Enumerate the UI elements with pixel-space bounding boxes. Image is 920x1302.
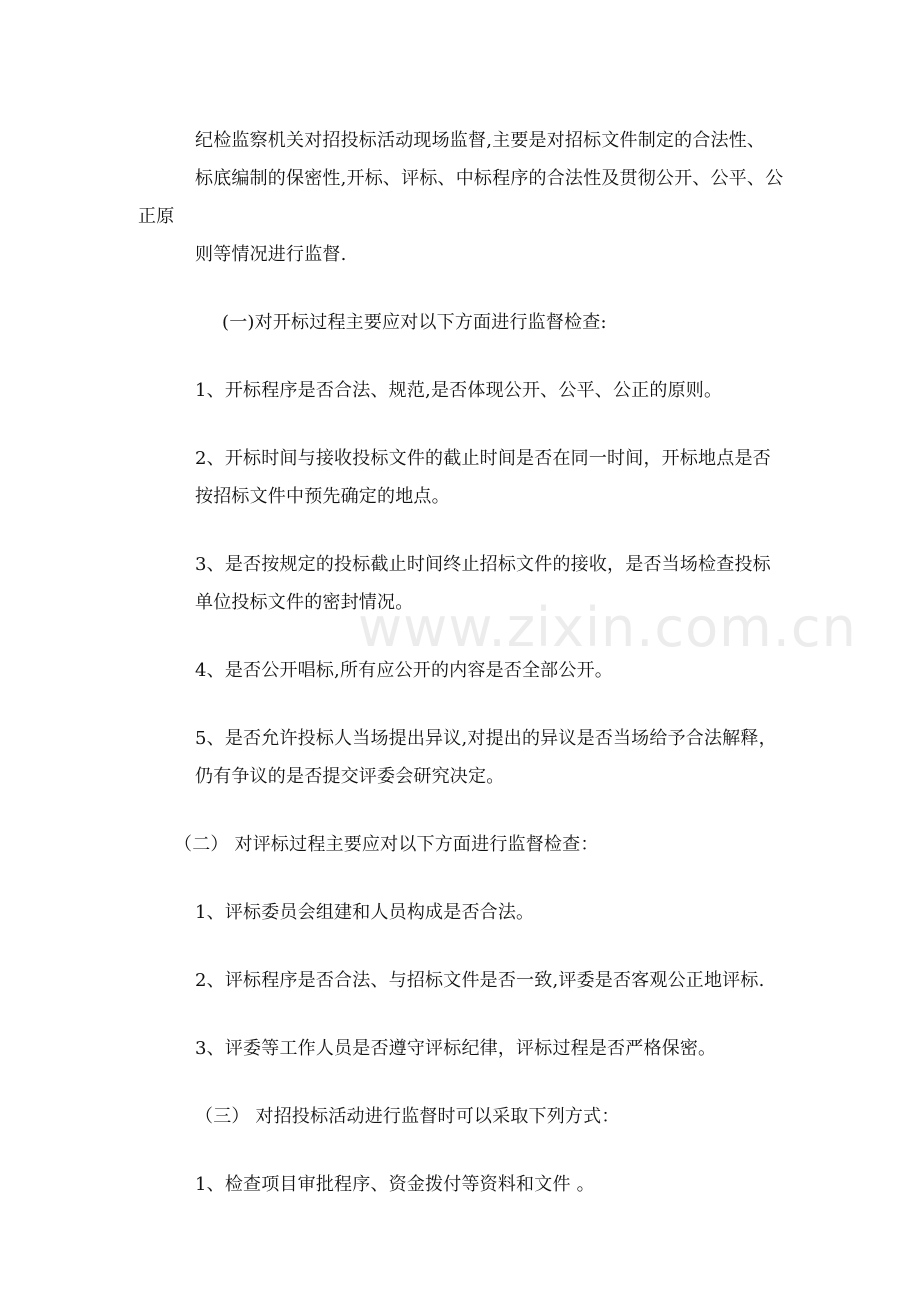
document-body (138, 122, 788, 1234)
list-item-line: 仍有争议的是否提交评委会研究决定。 (195, 766, 505, 787)
list-item-line: 单位投标文件的密封情况。 (195, 592, 414, 613)
paragraph-intro (138, 122, 788, 274)
list-item (138, 1166, 788, 1204)
list-item (138, 720, 788, 796)
list-item-text: 1、评标委员会组建和人员构成是否合法。 (195, 902, 535, 923)
paragraph-line: 则等情况进行监督. (195, 244, 347, 265)
list-item-text: 3、评委等工作人员是否遵守评标纪律，评标过程是否严格保密。 (195, 1038, 717, 1059)
list-item-text: 1、开标程序是否合法、规范,是否体现公开、公平、公正的原则。 (195, 380, 723, 401)
section-heading-text: (一)对开标过程主要应对以下方面进行监督检查: (222, 312, 607, 333)
section-heading-text: （二） 对评标过程主要应对以下方面进行监督检查： (174, 834, 599, 855)
list-item (138, 440, 788, 516)
list-item (138, 962, 788, 1000)
list-item-text: 1、检查项目审批程序、资金拨付等资料和文件 。 (195, 1174, 595, 1195)
list-item (138, 1030, 788, 1068)
list-item (138, 652, 788, 690)
list-item (138, 894, 788, 932)
section-heading-2 (138, 826, 788, 864)
list-item (138, 546, 788, 622)
list-item-line: 5、是否允许投标人当场提出异议,对提出的异议是否当场给予合法解释， (195, 728, 777, 749)
watermark: www.zixin.com.cn (358, 596, 857, 659)
paragraph-line: 标底编制的保密性,开标、评标、中标程序的合法性及贯彻公开、公平、公正原 (138, 168, 784, 227)
list-item-line: 按招标文件中预先确定的地点。 (195, 486, 450, 507)
list-item-line: 2、开标时间与接收投标文件的截止时间是否在同一时间，开标地点是否 (195, 448, 771, 469)
section-heading-1 (138, 304, 788, 342)
list-item-text: 2、评标程序是否合法、与招标文件是否一致,评委是否客观公正地评标. (195, 970, 765, 991)
list-item-text: 4、是否公开唱标,所有应公开的内容是否全部公开。 (195, 660, 613, 681)
paragraph-line: 纪检监察机关对招投标活动现场监督,主要是对招标文件制定的合法性、 (195, 130, 766, 151)
section-heading-3 (138, 1098, 788, 1136)
section-heading-text: （三） 对招投标活动进行监督时可以采取下列方式： (195, 1106, 620, 1127)
list-item-line: 3、是否按规定的投标截止时间终止招标文件的接收，是否当场检查投标 (195, 554, 771, 575)
list-item (138, 372, 788, 410)
